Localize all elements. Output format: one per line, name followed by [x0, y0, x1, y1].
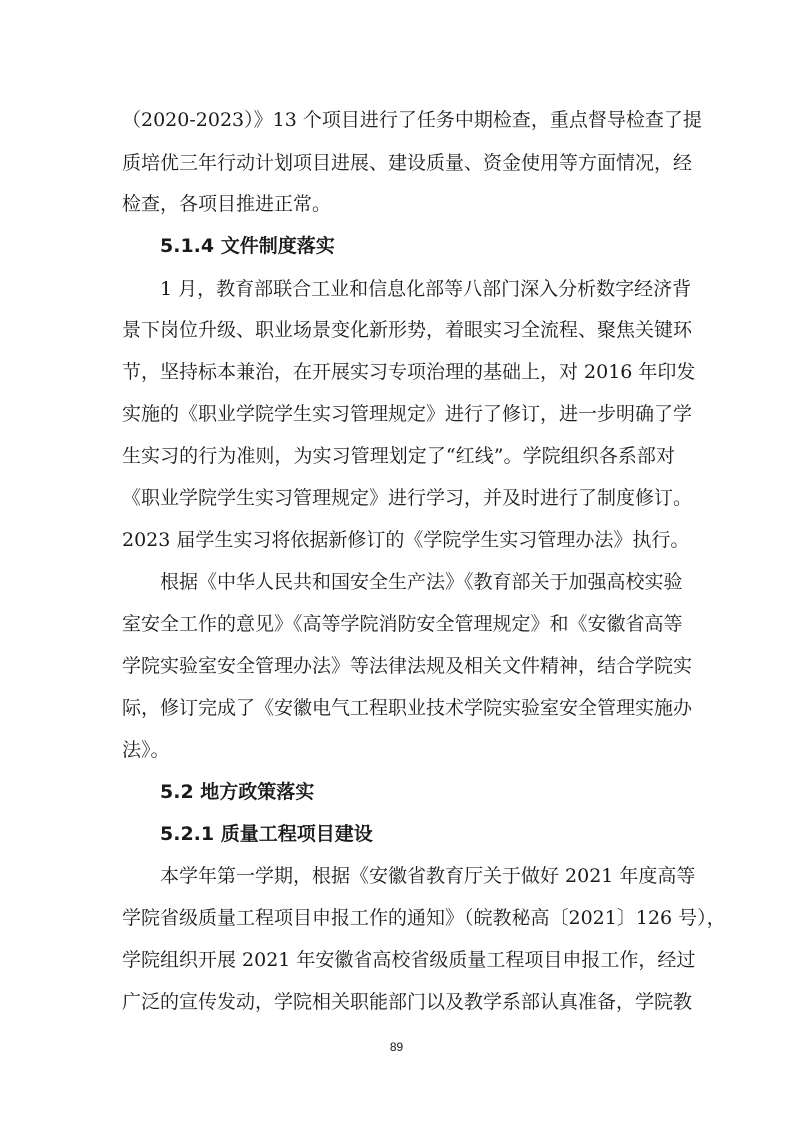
paragraph-line: 生实习的行为准则，为实习管理划定了“红线”。学院组织各系部对	[122, 445, 675, 467]
paragraph-line: 质培优三年行动计划项目进展、建设质量、资金使用等方面情况，经	[122, 152, 693, 174]
paragraph-line: 节，坚持标本兼治，在开展实习专项治理的基础上，对 2016 年印发	[122, 361, 696, 383]
paragraph-line: 景下岗位升级、职业场景变化新形势，着眼实习全流程、聚焦关键环	[122, 319, 693, 341]
paragraph-line: 室安全工作的意见》《高等学院消防安全管理规定》和《安徽省高等	[122, 613, 683, 635]
subsection-heading: 5.2.1 质量工程项目建设	[160, 823, 373, 845]
paragraph-line: 1 月，教育部联合工业和信息化部等八部门深入分析数字经济背	[160, 278, 692, 300]
paragraph-line: （2020-2023）》13 个项目进行了任务中期检查，重点督导检查了提	[122, 109, 702, 131]
paragraph-line: 本学年第一学期，根据《安徽省教育厅关于做好 2021 年度高等	[160, 865, 696, 887]
paragraph-line: 学院省级质量工程项目申报工作的通知》（皖教秘高〔2021〕126 号），	[122, 907, 726, 929]
section-heading: 5.1.4 文件制度落实	[160, 235, 335, 257]
paragraph-line: 法》。	[122, 739, 170, 761]
paragraph-line: 学院组织开展 2021 年安徽省高校省级质量工程项目申报工作，经过	[122, 949, 696, 971]
paragraph-line: 实施的《职业学院学生实习管理规定》进行了修订，进一步明确了学	[122, 403, 693, 425]
paragraph-line: 《职业学院学生实习管理规定》进行学习，并及时进行了制度修订。	[122, 487, 693, 509]
paragraph-line: 根据《中华人民共和国安全生产法》《教育部关于加强高校实验	[160, 571, 683, 593]
paragraph-line: 2023 届学生实习将依据新修订的《学院学生实习管理办法》执行。	[122, 529, 690, 551]
section-heading: 5.2 地方政策落实	[160, 781, 315, 803]
paragraph-line: 学院实验室安全管理办法》等法律法规及相关文件精神，结合学院实	[122, 655, 693, 677]
paragraph-line: 检查，各项目推进正常。	[122, 193, 332, 215]
page-number: 89	[389, 1040, 404, 1054]
paragraph-line: 广泛的宣传发动，学院相关职能部门以及教学系部认真准备，学院教	[122, 991, 693, 1013]
paragraph-line: 际，修订完成了《安徽电气工程职业技术学院实验室安全管理实施办	[122, 697, 693, 719]
